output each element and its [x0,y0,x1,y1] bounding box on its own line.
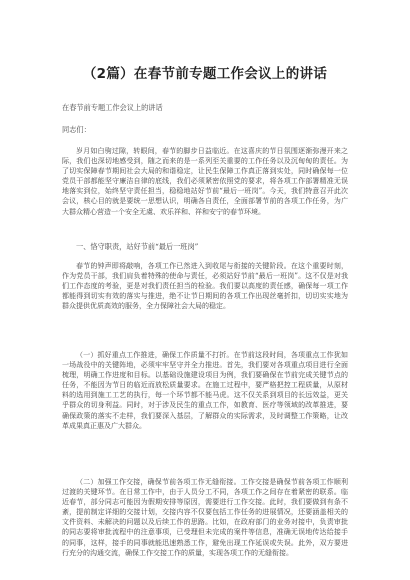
document-title: （2篇）在春节前专题工作会议上的讲话 [82,66,328,82]
speech-subtitle: 在春节前专题工作会议上的讲话 [62,103,163,112]
section-heading-1: 一、恪守职责，站好节前“最后一班岗” [76,242,199,251]
paragraph-subsection-2: （二）加强工作交接，确保节前各项工作无缝衔接。工作交接是确保节前各项工作顺利过渡的关键环节。在日常工作中，由于人员分工不同，各项工作之间存在着紧密的联系。临近春节，部分同志可能因为假期安排等原因，需要进行工作交接。此时，我们要做到有条不紊，提前制定详细的交接计划，交接内容不仅要包括工作任务的进展情况，还要涵盖相关的文件资料、未解决的问题以及后续工作的思路。比如，在政府部门的业务对接中，负责审批的同志要将审批流程中的注意事项，已受理但未完成的案件等信息，准确无误地传达给接手的同事，这样，接手的同事就能迅速熟悉工作，避免出现工作延误或失误。此外，双方要进行充分的沟通交流，确保工作交接工作的质量，实现各项工作的无缝衔接。 [62,478,348,557]
speech-greeting: 同志们： [62,125,91,134]
paragraph-subsection-1: （一）抓好重点工作推进，确保工作质量不打折。在节前这段时间，各项重点工作犹如一场战役中的关键阵地，必须牢牢坚守并全力推进。首先，我们要对各项重点项目进行全面梳理，明确工作进度和目标。以基础设施建设项目为例，我们要确保在节前完成关键节点的任务，不能因为节日的临近而放松质量要求。在施工过程中，要严格把控工程质量，从原材料的选用到施工工艺的执行，每一个环节都不能马虎。这不仅关系到项目的长远效益，更关乎群众的切身利益。同时，对于涉及民生的重点工作，如教育、医疗等领域的改革推进，要确保政策的落实不走样，我们要深入基层，了解群众的实际需求，及时调整工作策略，让改革成果真正惠及广大群众。 [62,351,348,430]
paragraph-intro: 岁月如白驹过隙，转眼间，春节的脚步日益临近。在这喜庆的节日氛围逐渐弥漫开来之际，我们也深切地感受到，随之而来的是一系列至关重要的工作任务以及沉甸甸的责任。为了切实保障春节期间社会大局的和谐稳定，让民生保障工作真正落到实处，同时确保每一位党员干部都能坚守廉洁自律的底线，我们必须紧密依照党的要求，将各项工作部署精准无误地落实到位，始终坚守责任担当，稳稳地站好节前“最后一班岗”。今天，我们特意召开此次会议，核心目的就是要统一思想认识，明确各自责任，全面部署节前的各项工作任务，为广大群众精心营造一个安全无虞、欢乐祥和、祥和安宁的春节环境。 [62,147,348,216]
paragraph-section-1: 春节的钟声即将敲响，各项工作已然进入到收尾与衔接的关键阶段。在这个重要时刻，作为党员干部，我们肩负着特殊的使命与责任，必须站好节前“最后一班岗”。这不仅是对我们工作态度的考验，更是对我们责任担当的检验。我们要以高度的责任感，确保每一项工作都能得到切实有效的落实与推进，绝不让节日期间的各项工作出现丝毫折扣，切切实实地为群众提供优质高效的服务，全力保障社会大局的稳定。 [62,262,348,311]
